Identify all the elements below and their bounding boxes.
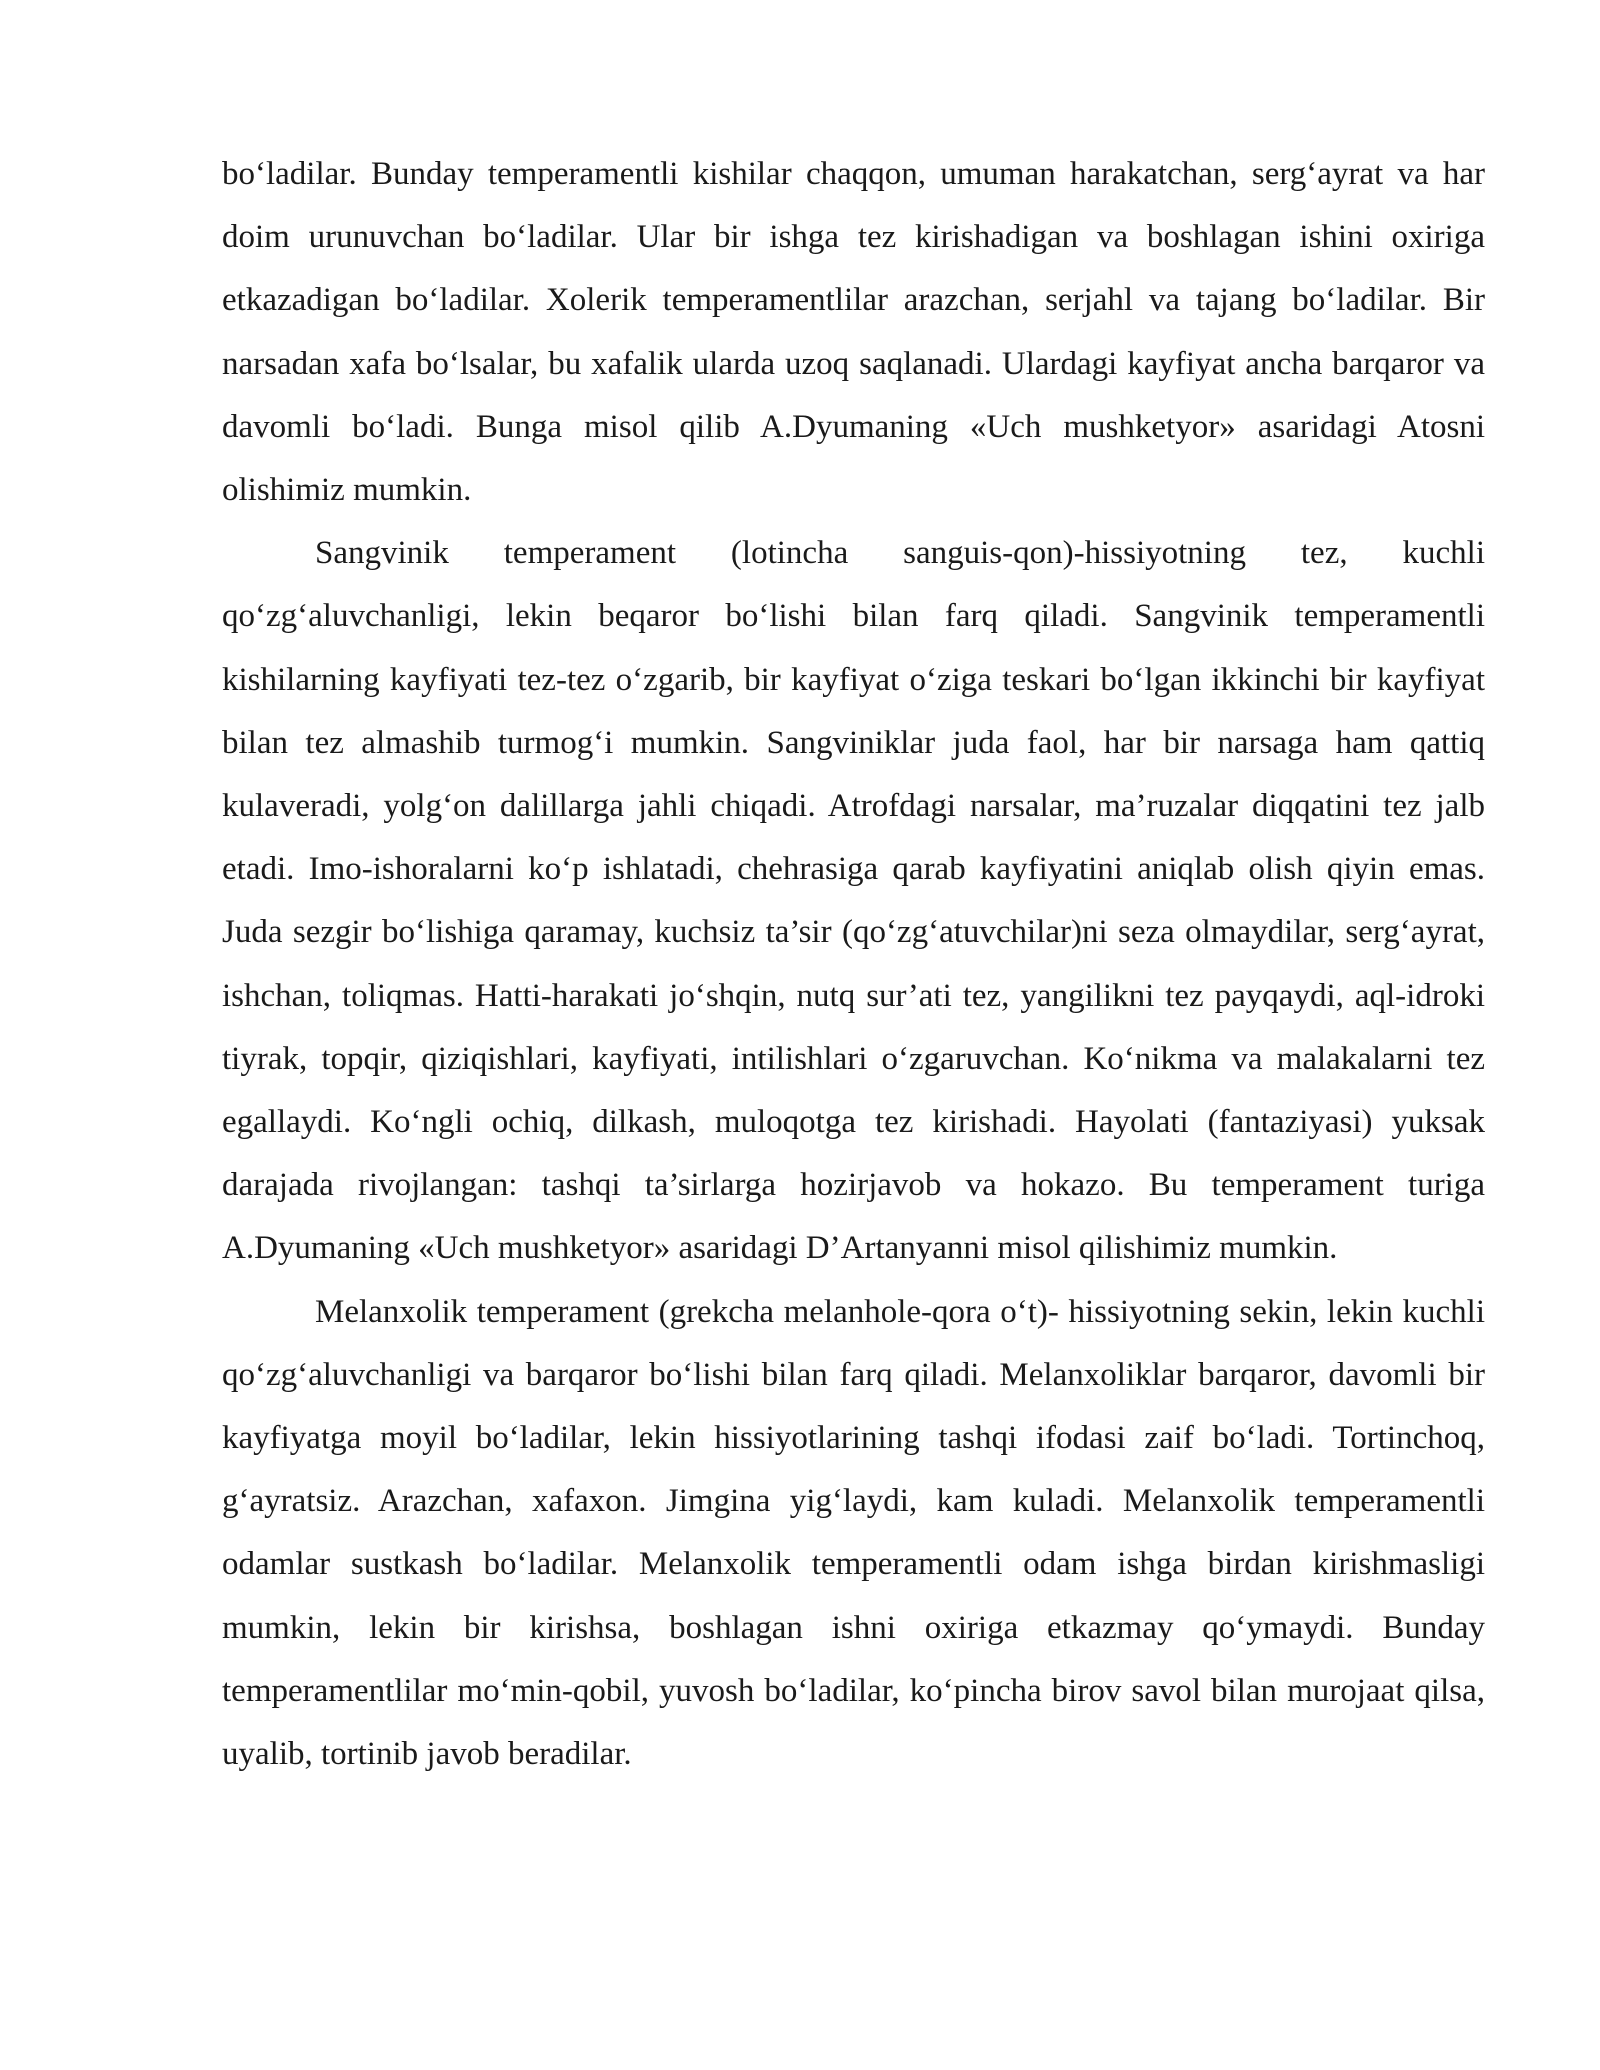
- document-body: [222, 143, 1485, 1786]
- paragraph-xolerik-ending: bo‘ladilar. Bunday temperamentli kishilar chaqqon, umuman harakatchan, serg‘ayrat va har doim urunuvchan bo‘ladilar. Ular bir ishga tez kirishadigan va boshlagan ishini oxiriga etkazadigan bo‘ladilar. Xolerik temperamentlilar arazchan, serjahl va tajang bo‘ladilar. Bir narsadan xafa bo‘lsalar, bu xafalik ularda uzoq saqlanadi. Ulardagi kayfiyat ancha barqaror va davomli bo‘ladi. Bunga misol qilib A.Dyumaning «Uch mushketyor» asaridagi Atosni olishimiz mumkin.: [222, 156, 1485, 509]
- paragraph-sangvinik: Sangvinik temperament (lotincha sanguis-qon)-hissiyotning tez, kuchli qo‘zg‘aluvchanligi, lekin beqaror bo‘lishi bilan farq qiladi. Sangvinik temperamentli kishilarning kayfiyati tez-tez o‘zgarib, bir kayfiyat o‘ziga teskari bo‘lgan ikkinchi bir kayfiyat bilan tez almashib turmog‘i mumkin. Sangviniklar juda faol, har bir narsaga ham qattiq kulaveradi, yolg‘on dalillarga jahli chiqadi. Atrofdagi narsalar, ma’ruzalar diqqatini tez jalb etadi. Imo-ishoralarni ko‘p ishlatadi, chehrasiga qarab kayfiyatini aniqlab olish qiyin emas. Juda sezgir bo‘lishiga qaramay, kuchsiz ta’sir (qo‘zg‘atuvchilar)ni seza olmaydilar, serg‘ayrat, ishchan, toliqmas. Hatti-harakati jo‘shqin, nutq sur’ati tez, yangilikni tez payqaydi, aql-idroki tiyrak, topqir, qiziqishlari, kayfiyati, intilishlari o‘zgaruvchan. Ko‘nikma va malakalarni tez egallaydi. Ko‘ngli ochiq, dilkash, muloqotga tez kirishadi. Hayolati (fantaziyasi) yuksak darajada rivojlangan: tashqi ta’sirlarga hozirjavob va hokazo. Bu temperament turiga A.Dyumaning «Uch mushketyor» asaridagi D’Artanyanni misol qilishimiz mumkin.: [222, 535, 1485, 1267]
- paragraph-melanxolik: Melanxolik temperament (grekcha melanhole-qora o‘t)- hissiyotning sekin, lekin kuchli qo‘zg‘aluvchanligi va barqaror bo‘lishi bilan farq qiladi. Melanxoliklar barqaror, davomli bir kayfiyatga moyil bo‘ladilar, lekin hissiyotlarining tashqi ifodasi zaif bo‘ladi. Tortinchoq, g‘ayratsiz. Arazchan, xafaxon. Jimgina yig‘laydi, kam kuladi. Melanxolik temperamentli odamlar sustkash bo‘ladilar. Melanxolik temperamentli odam ishga birdan kirishmasligi mumkin, lekin bir kirishsa, boshlagan ishni oxiriga etkazmay qo‘ymaydi. Bunday temperamentlilar mo‘min-qobil, yuvosh bo‘ladilar, ko‘pincha birov savol bilan murojaat qilsa, uyalib, tortinib javob beradilar.: [222, 1293, 1485, 1773]
